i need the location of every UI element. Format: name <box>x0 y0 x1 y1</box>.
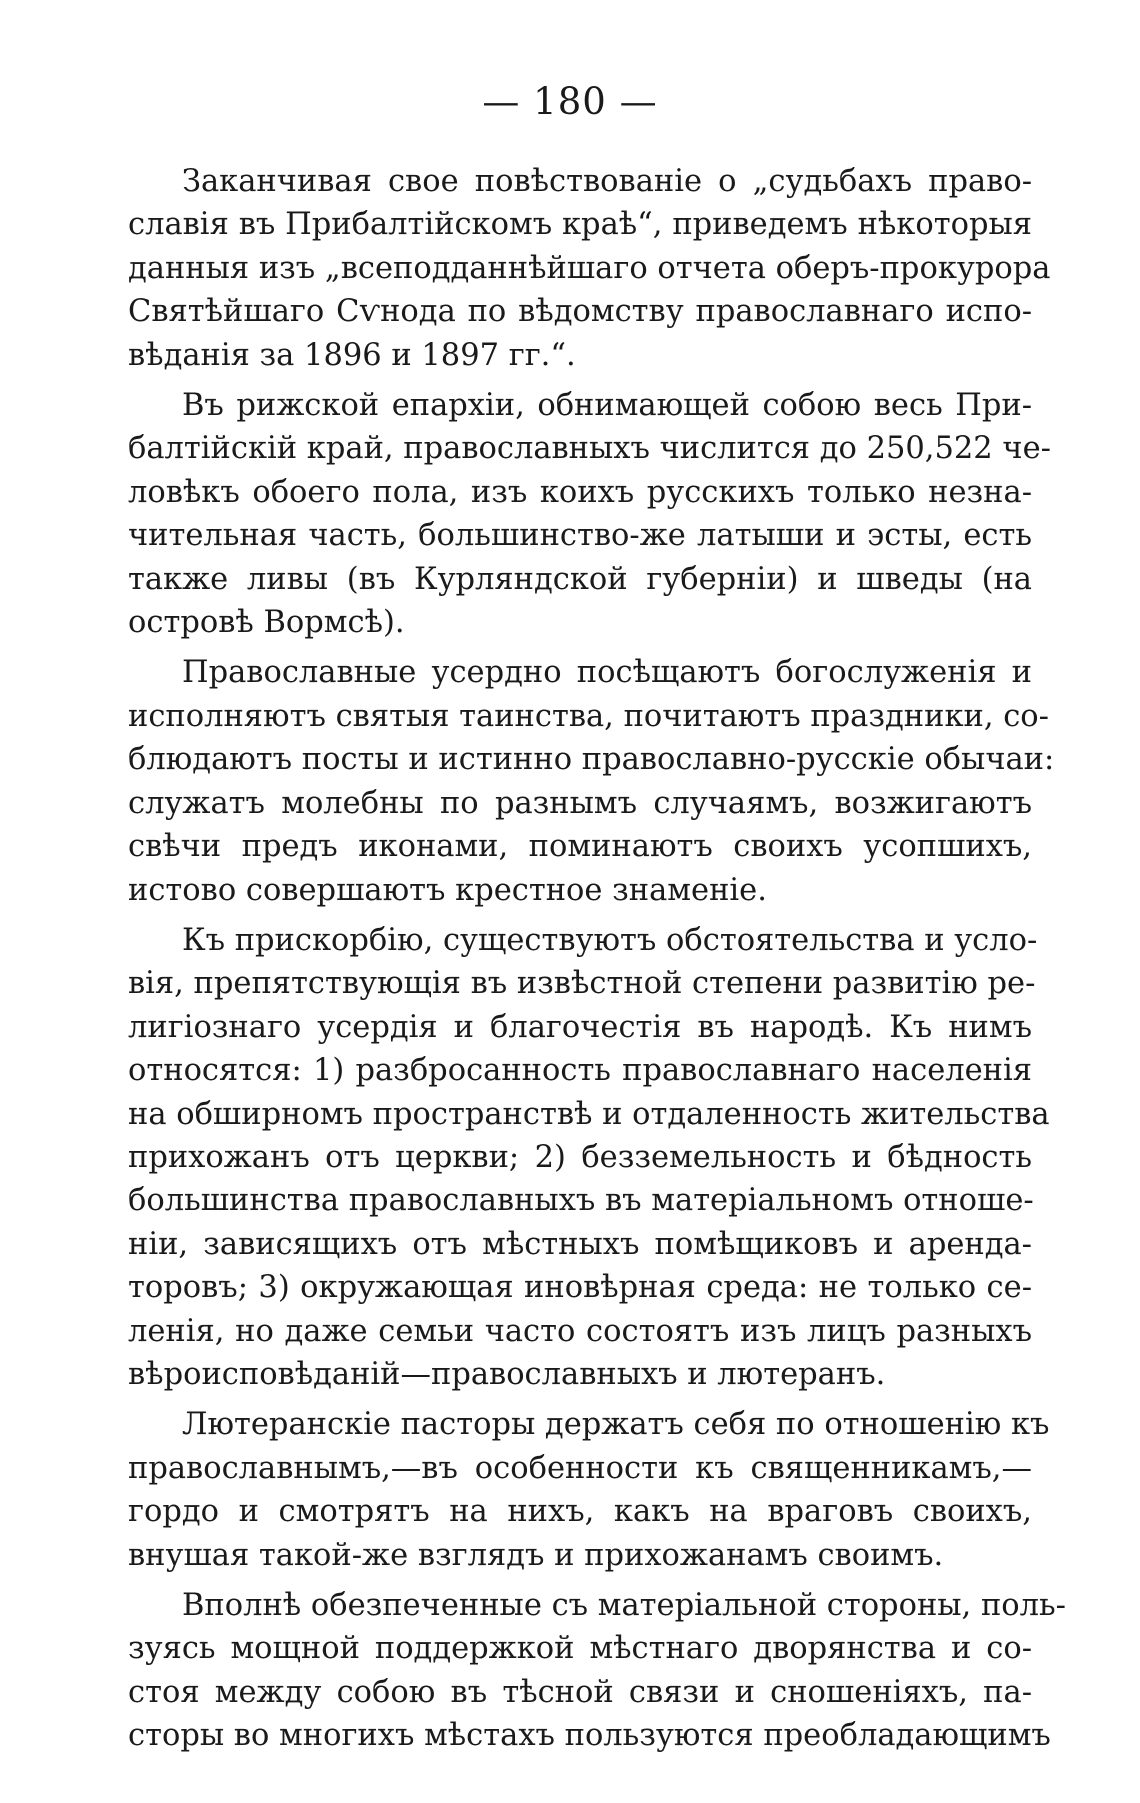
text-line: островѣ Вормсѣ). <box>128 605 405 641</box>
paragraph <box>128 160 1051 377</box>
text-line: гордо и смотрятъ на нихъ, какъ на враговъ своихъ, <box>128 1494 1032 1530</box>
text-line: вія, препятствующія въ извѣстной степени развитію ре- <box>128 966 1036 1002</box>
paragraph <box>128 919 1050 1396</box>
text-line: Къ прискорбію, существуютъ обстоятельства и усло- <box>182 922 1038 958</box>
text-line: внушая такой-же взглядъ и прихожанамъ своимъ. <box>128 1537 944 1573</box>
text-line: торовъ; 3) окружающая иновѣрная среда: не только се- <box>128 1270 1032 1306</box>
paragraph <box>128 1584 1066 1758</box>
text-line: зуясь мощной поддержкой мѣстнаго дворянства и со- <box>128 1631 1032 1667</box>
text-line: блюдаютъ посты и истинно православно-русскіе обычаи: <box>128 742 1055 778</box>
text-line: свѣчи предъ иконами, поминаютъ своихъ усопшихъ, <box>128 829 1032 865</box>
text-line: исполняютъ святыя таинства, почитаютъ праздники, со- <box>128 698 1049 734</box>
text-line: прихожанъ отъ церкви; 2) безземельность и бѣдность <box>128 1139 1032 1175</box>
text-line: чительная часть, большинство-же латыши и эсты, есть <box>128 518 1032 554</box>
text-line: относятся: 1) разбросанность православнаго населенія <box>128 1053 1032 1089</box>
text-line: Заканчивая свое повѣствованіе о „судьбахъ право- <box>182 164 1032 199</box>
text-line: Православные усердно посѣщаютъ богослуженія и <box>182 655 1032 691</box>
text-line: лигіознаго усердія и благочестія въ народѣ. Къ нимъ <box>128 1009 1032 1045</box>
paragraph <box>128 384 1051 644</box>
text-line: истово совершаютъ крестное знаменіе. <box>128 872 767 908</box>
text-line: ніи, зависящихъ отъ мѣстныхъ помѣщиковъ и аренда- <box>128 1226 1032 1262</box>
text-line: ленія, но даже семьи часто состоятъ изъ лицъ разныхъ <box>128 1313 1032 1349</box>
text-line: вѣроисповѣданій—православныхъ и лютеранъ. <box>128 1356 886 1392</box>
paragraph <box>128 1403 1050 1577</box>
page-body-text <box>128 160 1066 1765</box>
text-line: стоя между собою въ тѣсной связи и сношеніяхъ, па- <box>128 1674 1032 1710</box>
text-line: Вполнѣ обезпеченные съ матеріальной стороны, поль- <box>182 1588 1066 1623</box>
text-line: ловѣкъ обоего пола, изъ коихъ русскихъ только незна- <box>128 474 1032 510</box>
text-line: православнымъ,—въ особенности къ священникамъ,— <box>128 1450 1032 1486</box>
paragraph <box>128 651 1055 911</box>
text-line: сторы во многихъ мѣстахъ пользуются преобладающимъ <box>128 1718 1051 1754</box>
text-line: Въ рижской епархіи, обнимающей собою весь При- <box>182 388 1032 424</box>
text-line: данныя изъ „всеподданнѣйшаго отчета оберъ-прокурора <box>128 250 1051 286</box>
text-line: Святѣйшаго Сѵнода по вѣдомству православнаго испо- <box>128 294 1032 330</box>
text-line: большинства православныхъ въ матеріальномъ отноше- <box>128 1183 1034 1219</box>
page-number: — 180 — <box>482 80 658 123</box>
text-line: вѣданія за 1896 и 1897 гг.“. <box>128 337 576 373</box>
text-line: также ливы (въ Курляндской губерніи) и шведы (на <box>128 561 1032 597</box>
text-line: балтійскій край, православныхъ числится до 250,522 че- <box>128 431 1051 467</box>
text-line: служатъ молебны по разнымъ случаямъ, возжигаютъ <box>128 785 1032 821</box>
text-line: Лютеранскіе пасторы держатъ себя по отношенію къ <box>182 1407 1050 1443</box>
text-line: на обширномъ пространствѣ и отдаленность жительства <box>128 1096 1050 1132</box>
text-line: славія въ Прибалтійскомъ краѣ“, приведемъ нѣкоторыя <box>128 207 1032 243</box>
